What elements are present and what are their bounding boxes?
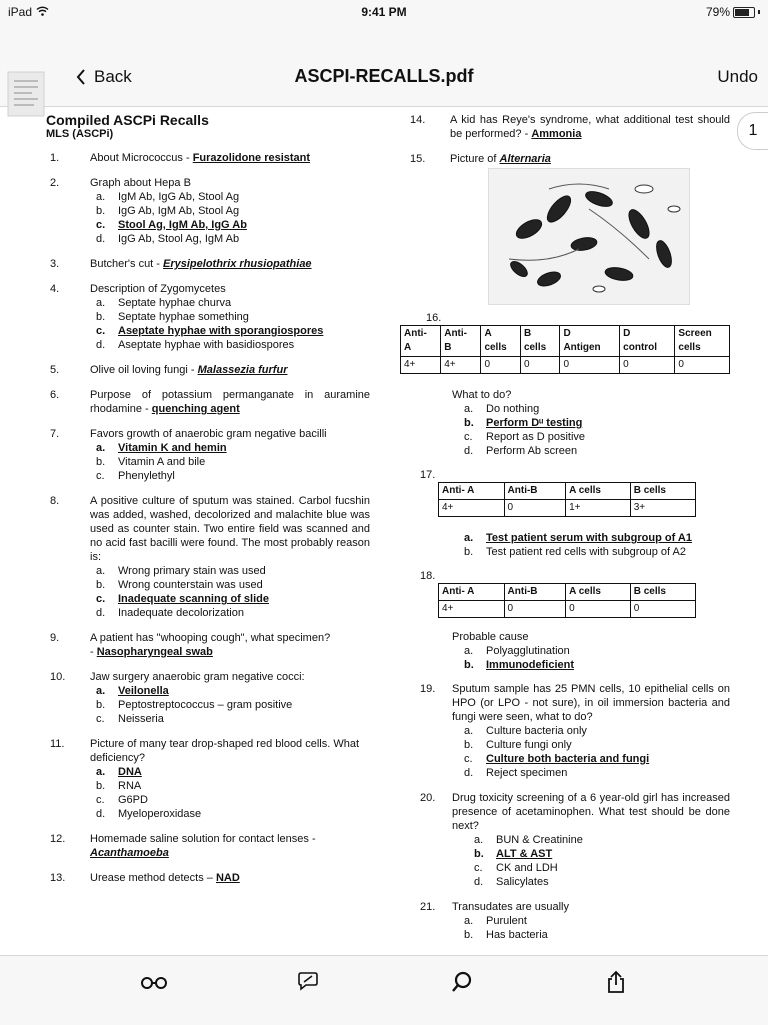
question-13: 13. Urease method detects – NAD	[40, 871, 370, 885]
table-header-cell: Screen cells	[675, 326, 730, 357]
option-a: a. Test patient serum with subgroup of A1	[464, 532, 692, 544]
question-12: 12. Homemade saline solution for contact lenses - Acanthamoeba	[40, 832, 370, 860]
option-d: d. Inadequate decolorization	[96, 607, 244, 619]
option-d: d. Salicylates	[474, 876, 549, 888]
option-c: c. CK and LDH	[474, 862, 558, 874]
question-text: Probable cause	[452, 631, 529, 643]
doc-subheading: MLS (ASCPi)	[46, 128, 114, 140]
document-title: ASCPI-RECALLS.pdf	[294, 66, 474, 86]
battery-icon	[733, 7, 755, 18]
option-a: a. Do nothing	[464, 403, 540, 415]
option-b: b. Culture fungi only	[464, 739, 572, 751]
option-c: c. Phenylethyl	[96, 470, 175, 482]
question-4: 4. Description of Zygomycetes a. Septate hyphae churva b. Septate hyphae something c. Aseptate hyphae with sporangiospores d. Aseptate hyphae with basidiospores	[40, 282, 370, 352]
table-cell: 3+	[630, 500, 695, 517]
question-number: 14.	[410, 114, 426, 126]
option-d: d. Aseptate hyphae with basidiospores	[96, 339, 295, 351]
question-6: 6. Purpose of potassium permanganate in auramine rhodamine - quenching agent	[40, 388, 370, 416]
table-cell: 0	[560, 357, 620, 374]
option-d: d. Perform Ab screen	[464, 445, 578, 457]
table-header-cell: B cells	[630, 483, 695, 500]
question-21: 21. Transudates are usually a. Purulent b. Has bacteria	[410, 900, 730, 942]
question-15: 15. Picture of Alternaria	[410, 153, 551, 165]
table-cell: 0	[481, 357, 521, 374]
option-a: a. IgM Ab, IgG Ab, Stool Ag	[96, 191, 240, 203]
question-1	[40, 151, 370, 165]
table-cell: 4+	[401, 357, 441, 374]
option-c: c. Stool Ag, IgM Ab, IgG Ab	[96, 219, 247, 231]
question-18-options	[452, 630, 730, 672]
question-number: 10.	[50, 671, 66, 683]
question-9: 9. A patient has "whooping cough", what specimen? - Nasopharyngeal swab	[40, 631, 370, 659]
table-cell: 1+	[566, 500, 631, 517]
glasses-icon[interactable]	[136, 964, 172, 1000]
battery-indicator	[706, 5, 760, 19]
table-cell: 4+	[439, 601, 505, 618]
question-2	[40, 176, 370, 246]
option-b: b. Test patient red cells with subgroup of A2	[464, 546, 686, 558]
nav-bar	[0, 26, 768, 107]
table-q16	[400, 325, 730, 374]
question-number: 5.	[50, 364, 60, 376]
option-a: a. Culture bacteria only	[464, 725, 587, 737]
option-a: a. DNA	[96, 766, 142, 778]
option-b: b. Wrong counterstain was used	[96, 579, 263, 591]
question-11: 11. Picture of many tear drop-shaped red blood cells. What deficiency? a. DNA b. RNA c. G6PD d. Myeloperoxidase	[40, 737, 370, 821]
table-header-cell: Anti- A	[439, 483, 505, 500]
option-b: b. Perform Dᵘ testing	[464, 417, 583, 429]
question-14: 14. A kid has Reye's syndrome, what additional test should be performed? - Ammonia	[410, 114, 730, 140]
table-cell: 0	[504, 500, 566, 517]
answer-text: Acanthamoeba	[90, 847, 169, 859]
table-cell: 0	[675, 357, 730, 374]
answer-text: Erysipelothrix rhusiopathiae	[163, 258, 312, 270]
answer-text: NAD	[215, 872, 240, 884]
option-a: a. Veilonella	[96, 685, 169, 697]
question-number: 4.	[50, 283, 60, 295]
table-header-cell: D control	[620, 326, 675, 357]
answer-text: Nasopharyngeal swab	[96, 646, 213, 658]
table-q17	[438, 482, 696, 517]
table-header-cell: A cells	[566, 584, 631, 601]
search-icon[interactable]	[444, 964, 480, 1000]
question-5: 5. Olive oil loving fungi - Malassezia furfur	[40, 363, 370, 377]
table-header-cell: Anti-B	[504, 483, 566, 500]
alternaria-micrograph	[488, 168, 690, 305]
question-number: 1.	[50, 152, 60, 164]
question-number: 11.	[50, 738, 65, 750]
option-a: a. Wrong primary stain was used	[96, 565, 266, 577]
markup-pen-icon[interactable]	[290, 964, 326, 1000]
undo-button[interactable]: Undo	[717, 67, 758, 86]
option-b: b. RNA	[96, 780, 142, 792]
option-b: b. Septate hyphae something	[96, 311, 249, 323]
table-header-cell: B cells	[520, 326, 560, 357]
question-16-options	[452, 388, 730, 458]
question-8: 8. A positive culture of sputum was stained. Carbol fucshin was added, washed, decolorized and malachite blue was used as counter stain. Two entire field was scanned and no acid fast bacilli were found. The most probably reason is: a. Wrong primary stain was used b. Wrong counterstain was used c. Inadequate scanning of slide d. Inadequate decolorization	[40, 494, 370, 620]
page-number-badge[interactable]: 1	[737, 112, 768, 150]
question-number: 19.	[420, 683, 436, 695]
option-a: a. Polyagglutination	[464, 645, 570, 657]
answer-text: Alternaria	[499, 153, 551, 165]
table-header-cell: Anti- A	[439, 584, 505, 601]
bottom-toolbar	[0, 955, 768, 1025]
question-number: 3.	[50, 258, 60, 270]
option-a: a. Purulent	[464, 915, 527, 927]
share-icon[interactable]	[598, 964, 634, 1000]
option-c: c. Neisseria	[96, 713, 164, 725]
battery-tip	[758, 10, 760, 14]
table-header-cell: B cells	[630, 584, 695, 601]
question-number: 20.	[420, 792, 436, 804]
table-header-cell: A cells	[481, 326, 521, 357]
option-c: c. Aseptate hyphae with sporangiospores	[96, 325, 324, 337]
table-header-cell: A cells	[566, 483, 631, 500]
option-c: c. Inadequate scanning of slide	[96, 593, 269, 605]
table-header-cell: Anti- B	[441, 326, 481, 357]
left-column	[40, 113, 370, 896]
table-q18	[438, 583, 696, 618]
question-20: 20. Drug toxicity screening of a 6 year-old girl has increased presence of acetaminophen. What test should be done next? a. BUN & Creatinine b. ALT & AST c. CK and LDH d. Salicylates	[410, 791, 730, 889]
battery-fill	[735, 9, 749, 16]
option-d: d. Myeloperoxidase	[96, 808, 202, 820]
clock: 9:41 PM	[361, 5, 407, 19]
table-cell: 0	[520, 357, 560, 374]
question-number: 7.	[50, 428, 60, 440]
right-column	[404, 113, 730, 953]
option-b: b. ALT & AST	[474, 848, 553, 860]
option-b: b. Peptostreptococcus – gram positive	[96, 699, 293, 711]
table-header-cell: Anti- A	[401, 326, 441, 357]
table-cell: 0	[630, 601, 695, 618]
option-d: d. Reject specimen	[464, 767, 568, 779]
question-text: About Micrococcus -	[90, 152, 193, 164]
question-18-number: 18.	[420, 570, 436, 582]
table-cell: 0	[504, 601, 566, 618]
back-label: Back	[94, 67, 132, 86]
table-cell: 0	[620, 357, 675, 374]
question-number: 9.	[50, 632, 60, 644]
question-number: 8.	[50, 495, 60, 507]
option-b: b. Immunodeficient	[464, 659, 575, 671]
question-16-number: 16.	[426, 312, 442, 324]
table-cell: 4+	[441, 357, 481, 374]
option-b: b. Has bacteria	[464, 929, 548, 941]
table-header-cell: D Antigen	[560, 326, 620, 357]
question-number: 13.	[50, 872, 66, 884]
question-number: 6.	[50, 389, 60, 401]
option-c: c. G6PD	[96, 794, 148, 806]
device-label: iPad	[8, 5, 49, 19]
table-cell: 4+	[439, 500, 505, 517]
question-number: 15.	[410, 153, 426, 165]
answer-text: Malassezia furfur	[197, 364, 288, 376]
table-cell: 0	[566, 601, 631, 618]
question-3: 3. Butcher's cut - Erysipelothrix rhusiopathiae	[40, 257, 370, 271]
question-number: 21.	[420, 901, 436, 913]
question-7: 7. Favors growth of anaerobic gram negative bacilli a. Vitamin K and hemin b. Vitamin A and bile c. Phenylethyl	[40, 427, 370, 483]
answer-text: quenching agent	[151, 403, 240, 415]
option-c: c. Culture both bacteria and fungi	[464, 753, 650, 765]
table-header-cell: Anti-B	[504, 584, 566, 601]
question-17-options	[452, 531, 730, 559]
option-c: c. Report as D positive	[464, 431, 586, 443]
status-bar	[0, 0, 768, 26]
answer-text: Furazolidone resistant	[192, 152, 311, 164]
option-d: d. IgG Ab, Stool Ag, IgM Ab	[96, 233, 240, 245]
option-b: b. Vitamin A and bile	[96, 456, 206, 468]
question-10: 10. Jaw surgery anaerobic gram negative cocci: a. Veilonella b. Peptostreptococcus – gram positive c. Neisseria	[40, 670, 370, 726]
question-text: Graph about Hepa B	[90, 177, 191, 189]
question-17-number: 17.	[420, 469, 436, 481]
doc-heading: Compiled ASCPi Recalls	[46, 112, 209, 128]
option-a: a. Septate hyphae churva	[96, 297, 232, 309]
option-a: a. Vitamin K and hemin	[96, 442, 227, 454]
pdf-page	[0, 107, 768, 955]
option-a: a. BUN & Creatinine	[474, 834, 583, 846]
question-number: 12.	[50, 833, 66, 845]
question-text: What to do?	[452, 389, 512, 401]
question-19: 19. Sputum sample has 25 PMN cells, 10 epithelial cells on HPO (or LPO - not sure), in oil immersion bacteria and fungi were seen, what to do? a. Culture bacteria only b. Culture fungi only c. Culture both bacteria and fungi d. Reject specimen	[410, 682, 730, 780]
answer-text: Ammonia	[531, 128, 582, 140]
question-number: 2.	[50, 177, 60, 189]
battery-percent: 79%	[705, 5, 730, 19]
option-b: b. IgG Ab, IgM Ab, Stool Ag	[96, 205, 240, 217]
